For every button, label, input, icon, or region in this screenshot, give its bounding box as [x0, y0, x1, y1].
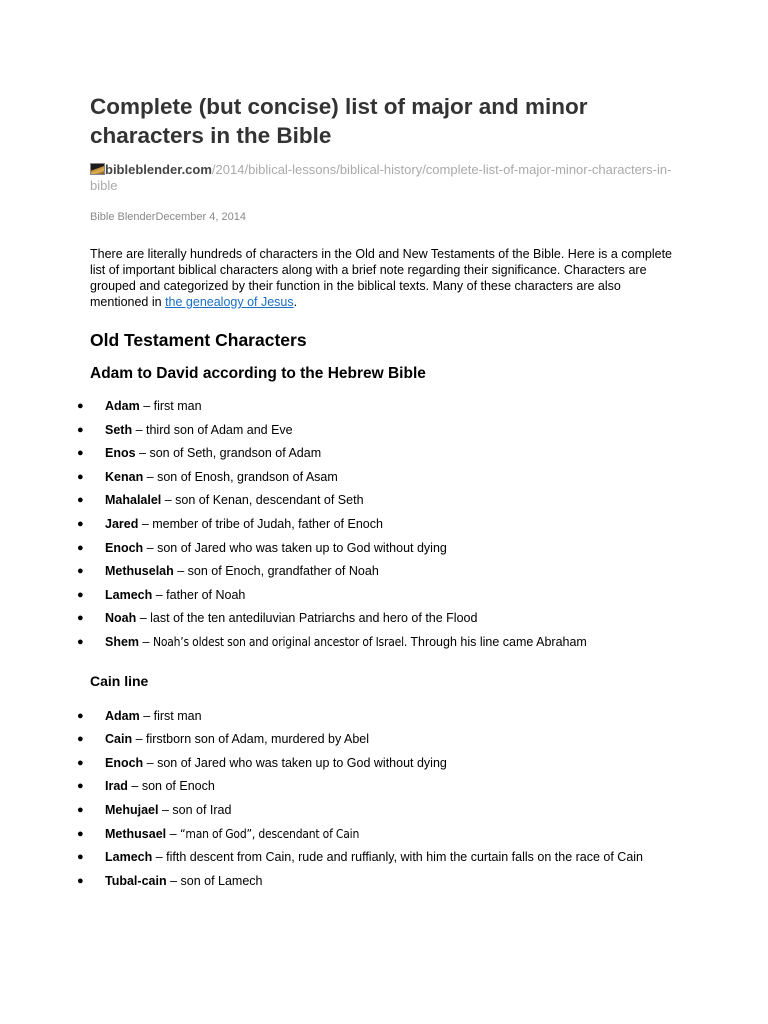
bullet-icon: ● — [77, 447, 84, 460]
character-name: Adam — [105, 708, 140, 723]
character-desc: – member of tribe of Judah, father of Enoch — [138, 516, 383, 531]
genealogy-link[interactable]: the genealogy of Jesus — [165, 295, 294, 309]
bullet-icon: ● — [77, 851, 84, 864]
list-item — [77, 752, 667, 776]
bullet-icon: ● — [77, 733, 84, 746]
character-desc-detail: “man of God”, descendant of Cain — [180, 826, 360, 841]
list-item — [77, 513, 667, 537]
list-item — [77, 631, 667, 655]
site-favicon-icon — [90, 163, 105, 175]
character-desc: – first man — [139, 708, 202, 723]
character-desc: – son of Lamech — [166, 873, 263, 888]
character-name: Methuselah — [105, 564, 174, 579]
character-desc: – firstborn son of Adam, murdered by Abel — [132, 732, 370, 747]
bullet-icon: ● — [77, 780, 84, 793]
bullet-icon: ● — [77, 803, 84, 816]
list-item — [77, 799, 667, 823]
character-name: Enoch — [105, 540, 144, 555]
bullet-icon: ● — [77, 423, 84, 436]
bullet-icon: ● — [77, 756, 84, 769]
bullet-icon: ● — [77, 635, 84, 648]
list-item — [77, 846, 667, 870]
bullet-icon: ● — [77, 470, 84, 483]
character-desc: – — [166, 826, 181, 841]
character-name: Lamech — [105, 587, 153, 602]
character-name: Tubal-cain — [105, 873, 167, 888]
character-desc: – son of Jared who was taken up to God without dying — [143, 540, 447, 555]
list-item — [77, 607, 667, 631]
character-desc: – son of Kenan, descendant of Seth — [161, 493, 364, 508]
list-item — [77, 537, 667, 561]
character-list-cain-line — [77, 705, 667, 894]
character-name: Jared — [105, 516, 139, 531]
bullet-icon: ● — [77, 612, 84, 625]
bullet-icon: ● — [77, 709, 84, 722]
bullet-icon: ● — [77, 400, 84, 412]
source-url[interactable] — [90, 162, 680, 194]
bullet-icon: ● — [77, 565, 84, 578]
subsection-heading-adam-to-david: Adam to David according to the Hebrew Bible — [90, 365, 426, 382]
article-title: Complete (but concise) list of major and minor characters in the Bible — [90, 94, 588, 148]
list-item — [77, 775, 667, 799]
character-desc: – father of Noah — [152, 587, 246, 602]
character-desc: – son of Enosh, grandson of Asam — [143, 469, 338, 484]
list-item — [77, 584, 667, 608]
bullet-icon: ● — [77, 874, 84, 887]
list-item — [77, 705, 667, 729]
source-domain[interactable]: bibleblender.com — [105, 162, 212, 177]
list-item — [77, 419, 667, 443]
character-name: Mahalalel — [105, 493, 162, 508]
subsection-heading-cain-line: Cain line — [90, 672, 149, 689]
character-name: Kenan — [105, 469, 144, 484]
character-list-adam-to-david — [77, 395, 667, 655]
author: Bible Blender — [90, 211, 156, 223]
character-name: Methusael — [105, 826, 167, 841]
character-name: Lamech — [105, 850, 153, 865]
character-desc: – fifth descent from Cain, rude and ruffianly, with him the curtain falls on the race of Cain — [152, 850, 644, 865]
list-item — [77, 466, 667, 490]
bullet-icon: ● — [77, 827, 84, 840]
intro-text: There are literally hundreds of characters in the Old and New Testaments of the Bible. Here is a complete list of important biblical characters along with a brief note regarding their significance. Characters are grouped and categorized by their function in the biblical texts. Many of these characters are also mentioned in — [90, 247, 673, 309]
character-desc-tail: Through his line came Abraham — [407, 634, 587, 649]
publish-date: December 4, 2014 — [155, 211, 246, 223]
list-item — [77, 442, 667, 466]
character-name: Noah — [105, 611, 137, 626]
byline — [90, 210, 680, 224]
article — [77, 92, 680, 893]
bullet-icon: ● — [77, 541, 84, 554]
character-desc: – son of Seth, grandson of Adam — [135, 446, 322, 461]
character-name: Adam — [105, 399, 140, 413]
list-item — [77, 560, 667, 584]
list-item — [77, 728, 667, 752]
source-path[interactable]: /2014/biblical-lessons/biblical-history/complete-list-of-major-minor-characters-in-bible — [90, 162, 672, 193]
character-name: Cain — [105, 732, 133, 747]
list-item — [77, 823, 667, 847]
character-desc: – son of Jared who was taken up to God without dying — [143, 755, 447, 770]
character-name: Enos — [105, 446, 136, 461]
bullet-icon: ● — [77, 517, 84, 530]
character-desc: – son of Enoch, grandfather of Noah — [173, 564, 379, 579]
character-desc: – third son of Adam and Eve — [132, 422, 293, 437]
character-desc: – son of Enoch — [127, 779, 215, 794]
character-desc: – last of the ten antediluvian Patriarchs and hero of the Flood — [136, 611, 478, 626]
character-desc: – son of Irad — [158, 802, 232, 817]
list-item — [77, 870, 667, 894]
intro-end: . — [293, 295, 298, 309]
list-item — [77, 489, 667, 513]
character-desc-detail: Noah’s oldest son and original ancestor of Israel. — [152, 634, 408, 649]
character-desc: – first man — [139, 399, 202, 413]
character-desc: – — [139, 634, 153, 649]
character-name: Enoch — [105, 755, 144, 770]
character-name: Mehujael — [105, 802, 159, 817]
bullet-icon: ● — [77, 494, 84, 507]
intro-paragraph — [90, 246, 675, 310]
character-name: Irad — [105, 779, 128, 794]
list-item — [77, 395, 667, 419]
section-heading-old-testament: Old Testament Characters — [90, 330, 307, 350]
bullet-icon: ● — [77, 588, 84, 601]
character-name: Shem — [105, 634, 140, 649]
character-name: Seth — [105, 422, 133, 437]
